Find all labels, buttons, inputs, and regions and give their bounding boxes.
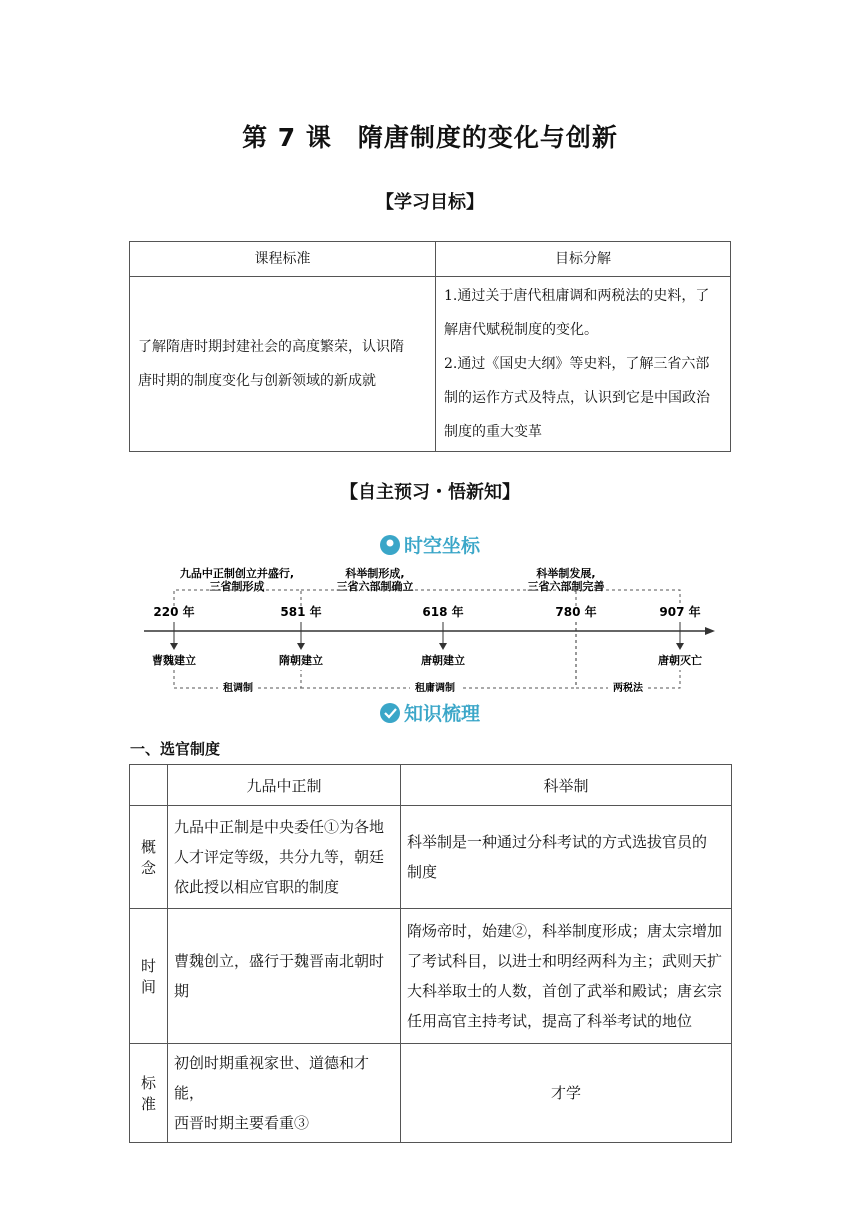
timeline-note-1a: 九品中正制创立并盛行, — [179, 567, 295, 580]
time-keju-line: 了考试科目，以进士和明经两科为主；武则天扩 — [407, 952, 723, 970]
knowledge-banner-text: 知识梳理 — [404, 703, 481, 725]
goals-header-standard: 课程标准 — [130, 242, 436, 277]
tax-label-zuyongdiao: 租庸调制 — [415, 683, 455, 694]
page-title: 第 7 课 隋唐制度的变化与创新 — [242, 123, 618, 152]
event-tang-fall: 唐朝灭亡 — [658, 654, 702, 667]
standard-line: 了解隋唐时期封建社会的高度繁荣，认识隋 — [138, 339, 404, 355]
timeline-note-2a: 科举制形成, — [345, 567, 405, 580]
concept-keju-line: 科举制是一种通过分科考试的方式选拔官员的 — [407, 833, 708, 851]
timeline-banner — [380, 534, 481, 557]
concept-jiupin-line: 九品中正制是中央委任①为各地 — [174, 818, 385, 836]
row-label-time: 时间 — [130, 909, 168, 1044]
breakdown-line: 1.通过关于唐代租庸调和两税法的史料，了 — [444, 288, 710, 304]
empty-corner-cell — [130, 765, 168, 806]
timeline-note-2b: 三省六部制确立 — [336, 580, 414, 593]
section-one-heading: 一、选官制度 — [130, 740, 221, 758]
standard-jiupin-line: 初创时期重视家世、道德和才能， — [174, 1054, 370, 1102]
header-keju: 科举制 — [401, 765, 732, 806]
concept-keju-cell — [401, 806, 732, 909]
header-jiupin: 九品中正制 — [168, 765, 401, 806]
timeline-arrow-icon — [705, 627, 715, 635]
arrowhead-220 — [170, 643, 178, 650]
timeline-diagram — [130, 528, 720, 728]
breakdown-line: 2.通过《国史大纲》等史料，了解三省六部 — [444, 356, 710, 372]
event-tang-founded: 唐朝建立 — [421, 654, 465, 667]
standard-keju-line: 才学 — [550, 1084, 581, 1102]
year-label-581: 581 年 — [280, 605, 322, 619]
time-jiupin-cell — [168, 909, 401, 1044]
time-jiupin-line: 曹魏创立，盛行于魏晋南北朝时 — [174, 952, 385, 970]
time-keju-line: 任用高官主持考试，提高了科举考试的地位 — [407, 1012, 693, 1030]
tick-arrowheads — [170, 643, 684, 650]
arrowhead-581 — [297, 643, 305, 650]
time-jiupin-line: 期 — [174, 982, 190, 1000]
event-cao-wei: 曹魏建立 — [152, 654, 196, 667]
goals-standard-cell — [130, 277, 436, 452]
year-label-220: 220 年 — [153, 605, 195, 619]
row-label-standard: 标准 — [130, 1044, 168, 1143]
concept-keju-line: 制度 — [407, 863, 438, 881]
year-label-907: 907 年 — [659, 605, 701, 619]
goals-breakdown-cell — [436, 277, 731, 452]
timeline-note-3b: 三省六部制完善 — [527, 580, 605, 593]
concept-jiupin-line: 依此授以相应官职的制度 — [174, 878, 340, 896]
timeline-note-1b: 三省制形成 — [209, 580, 265, 593]
row-label-concept: 概念 — [130, 806, 168, 909]
learning-goals-heading: 【学习目标】 — [376, 192, 484, 213]
breakdown-line: 解唐代赋税制度的变化。 — [444, 322, 598, 338]
time-keju-line: 隋炀帝时，始建②，科举制度形成；唐太宗增加 — [407, 922, 723, 940]
tax-label-liangshui: 两税法 — [613, 683, 643, 694]
location-pin-dot — [387, 540, 394, 547]
breakdown-line: 制的运作方式及特点，认识到它是中国政治 — [444, 390, 710, 406]
standard-line: 唐时期的制度变化与创新领域的新成就 — [138, 373, 376, 389]
goals-header-breakdown: 目标分解 — [436, 242, 731, 277]
selection-system-table — [129, 764, 732, 1143]
tax-label-zudiao: 租调制 — [223, 683, 253, 694]
knowledge-banner — [380, 702, 481, 725]
standard-keju-cell — [401, 1044, 732, 1143]
standard-jiupin-cell — [168, 1044, 401, 1143]
timeline-note-3a: 科举制发展, — [536, 567, 596, 580]
time-keju-line: 大科举取士的人数，首创了武举和殿试；唐玄宗 — [407, 982, 723, 1000]
timeline-banner-text: 时空坐标 — [404, 535, 481, 557]
learning-goals-table — [129, 241, 731, 452]
checkmark-icon — [380, 703, 400, 723]
standard-jiupin-line: 西晋时期主要看重③ — [174, 1114, 310, 1132]
concept-jiupin-line: 人才评定等级，共分九等，朝廷 — [174, 848, 385, 866]
year-label-618: 618 年 — [422, 605, 464, 619]
preview-heading: 【自主预习・悟新知】 — [340, 482, 520, 503]
arrowhead-618 — [439, 643, 447, 650]
arrowhead-907 — [676, 643, 684, 650]
year-label-780: 780 年 — [555, 605, 597, 619]
concept-jiupin-cell — [168, 806, 401, 909]
breakdown-line: 制度的重大变革 — [444, 424, 542, 440]
event-sui: 隋朝建立 — [279, 654, 323, 667]
time-keju-cell — [401, 909, 732, 1044]
